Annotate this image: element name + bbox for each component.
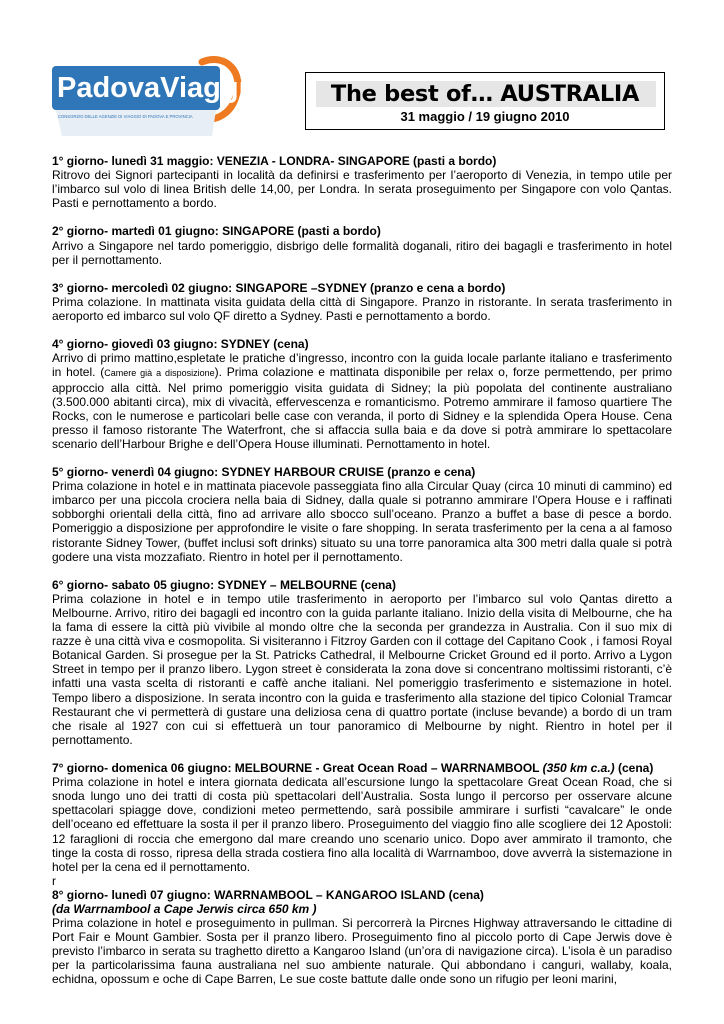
- logo-tagline: CONSORZIO DELLE AGENZIE DI VIAGGIO DI PADOVA E PROVINCIA: [58, 114, 193, 119]
- day-subtitle: (da Warrnambool a Cape Jerwis circa 650 km ): [52, 901, 317, 916]
- day-description: Arrivo a Singapore nel tardo pomeriggio, disbrigo delle formalità doganali, ritiro dei bagagli e trasferimento in hotel per il pernottamento.: [52, 238, 672, 267]
- day-title: 1° giorno- lunedì 31 maggio: VENEZIA - LONDRA- SINGAPORE (pasti a bordo): [52, 154, 497, 168]
- day-title: 6° giorno- sabato 05 giugno: SYDNEY – MELBOURNE (cena): [52, 577, 396, 592]
- day-title: 2° giorno- martedì 01 giugno: SINGAPORE (pasti a bordo): [52, 224, 381, 239]
- page-title: The best of… AUSTRALIA: [330, 81, 640, 107]
- day-title: [52, 761, 672, 775]
- day-7: [52, 761, 672, 888]
- day-description-part: Arrivo di primo mattino,espletate le pratiche d’ingresso, incontro con la guida locale parlante italiano e trasferimento in hotel. (: [52, 351, 672, 380]
- day-description: Ritrovo dei Signori partecipanti in località da definirsi e trasferimento per l’aeroporto di Venezia, in tempo utile per l’imbarco sul volo di linea British delle 14,00, per Londra. In serata proseguimento per Singapore con volo Qantas. Pasti e pernottamento a bordo.: [52, 168, 672, 211]
- room-note: Camere già a disposizione: [104, 368, 215, 379]
- day-description: Prima colazione in hotel e intera giornata dedicata all’escursione lungo la spettacolare Great Ocean Road, che si snoda lungo uno dei tratti di costa più spettacolari dell’Australia. Sosta lungo il percorso per osservare alcune spettacolari spiagge dove, condizioni meteo permettendo, sarà possibile ammirare i surfisti “cavalcare” le onde dell’oceano ed effettuare la sosta il per il pranzo libero. Proseguimento del viaggio fino alle scogliere dei 12 Apostoli: 12 faraglioni di roccia che emergono dal mare creando uno scenario unico. Dopo aver ammirato il tramonto, che tinge la costa di rosso, ripresa della strada costiera fino alla località di Warrnamboo, dove avverrà la sistemazione in hotel per la cena ed il pernottamento.: [52, 775, 672, 874]
- trip-dates: 31 maggio / 19 giugno 2010: [400, 109, 570, 124]
- stray-character: r: [52, 873, 56, 888]
- day-description: Prima colazione in hotel e in mattinata piacevole passeggiata fino alla Circular Quay (circa 10 minuti di cammino) ed imbarco per una piccola crociera nella baia di Sidney, dalla quale si potranno ammirare l’Opera House e i raffinati sobborghi orientali della città, fino ad arrivare allo sbocco sull’oceano. Pranzo a buffet a base di pesce a bordo. Pomeriggio a disposizione per approfondire le visite o fare shopping. In serata trasferimento per la cena a al famoso ristorante Sidney Tower, (buffet inclusi soft drinks) situato su una torre panoramica alta 300 metri dalla quale si potrà godere una vista mozzafiato. Rientro in hotel per il pernottamento.: [52, 479, 672, 564]
- day-8: [52, 888, 672, 987]
- day-title-part: (cena): [614, 761, 654, 776]
- day-title: 4° giorno- giovedì 03 giugno: SYDNEY (cena): [52, 337, 309, 352]
- day-2: [52, 224, 672, 266]
- day-description: [52, 351, 672, 451]
- title-box: [305, 72, 665, 130]
- day-4: [52, 337, 672, 451]
- day-description: Prima colazione in hotel e proseguimento in pullman. Si percorrerà la Pircnes Highway attraversando le cittadine di Port Fair e Mount Gambier. Sosta per il pranzo libero. Proseguimento fino al piccolo porto di Cape Jerwis dove è previsto l’imbarco in serata su traghetto diretto a Kangaroo Island (un’ora di navigazione circa). L’isola è un paradiso per la particolarissima fauna australiana nel suo ambiente naturale. Qui abbondano i canguri, wallaby, koala, echidna, opossum e oche di Cape Barren, Le sue coste battute dalle onde sono un rifugio per leoni marini,: [52, 916, 672, 987]
- day-6: [52, 578, 672, 747]
- day-5: [52, 465, 672, 564]
- day-title: 3° giorno- mercoledì 02 giugno: SINGAPORE –SYDNEY (pranzo e cena a bordo): [52, 280, 506, 295]
- day-description-part: ). Prima colazione e mattinata disponibile per relax o, forze permettendo, per primo approccio alla città. Nel primo pomeriggio visita guidata di Sidney; la più popolata del continente australiano (3.500.000 abitanti circa), mix di vivacità, effervescenza e romanticismo. Potremo ammirare il famoso quartiere The Rocks, con le numerose e particolari belle case con veranda, il porto di Sidney e la splendida Opera House. Cena presso il famoso ristorante The Waterfront, che si affaccia sulla baia e da dove si potrà ammirare lo spettacolare scenario dell’Harbour Brighe e dell’Opera House illuminati. Pernottamento in hotel.: [52, 365, 673, 451]
- day-1: [52, 154, 672, 210]
- distance-note: (350 km c.a.): [542, 761, 615, 776]
- day-description: Prima colazione. In mattinata visita guidata della città di Singapore. Pranzo in ristorante. In serata trasferimento in aeroporto ed imbarco sul volo QF diretto a Sydney. Pasti e pernottamento a bordo.: [52, 294, 672, 324]
- logo-graphic: [52, 52, 242, 138]
- day-3: [52, 281, 672, 323]
- day-title-part: 7° giorno- domenica 06 giugno: MELBOURNE - Great Ocean Road – WARRNAMBOOL: [52, 761, 543, 776]
- logo-text: PadovaViaggi: [57, 72, 242, 104]
- day-title: 8° giorno- lunedì 07 giugno: WARRNAMBOOL – KANGAROO ISLAND (cena): [52, 887, 484, 902]
- day-title: 5° giorno- venerdì 04 giugno: SYDNEY HARBOUR CRUISE (pranzo e cena): [52, 465, 476, 480]
- padovaviaggi-logo: [52, 52, 242, 138]
- day-description: Prima colazione in hotel e in tempo utile trasferimento in aeroporto per l’imbarco sul volo Qantas diretto a Melbourne. Arrivo, ritiro dei bagagli ed incontro con la guida parlante italiano. Inizio della visita di Melbourne, che ha la fama di essere la città più vivibile al mondo oltre che la seconda per grandezza in Australia. Con il suo mix di razze è una città viva e cosmopolita. Si visiteranno i Fitzroy Garden con il cottage del Capitano Cook , i famosi Royal Botanical Garden. Si prosegue per la St. Patricks Cathedral, il Melbourne Cricket Ground ed il porto. Arrivo a Lygon Street in tempo per il pranzo libero. Lygon street è considerata la zona dove si concentrano moltissimi ristoranti, c’è infatti una vasta scelta di ristoranti e caffè anche italiani. Nel pomeriggio trasferimento e sistemazione in hotel. Tempo libero a disposizione. In serata incontro con la guida e trasferimento alla stazione del tipico Colonial Tramcar Restaurant che vi permetterà di gustare una deliziosa cena di quattro portate (incluse bevande) a bordo di un tram che risale al 1927 con cui si effettuerà un tour panoramico di Melbourne by night. Rientro in hotel per il pernottamento.: [52, 591, 672, 747]
- itinerary: [52, 154, 672, 987]
